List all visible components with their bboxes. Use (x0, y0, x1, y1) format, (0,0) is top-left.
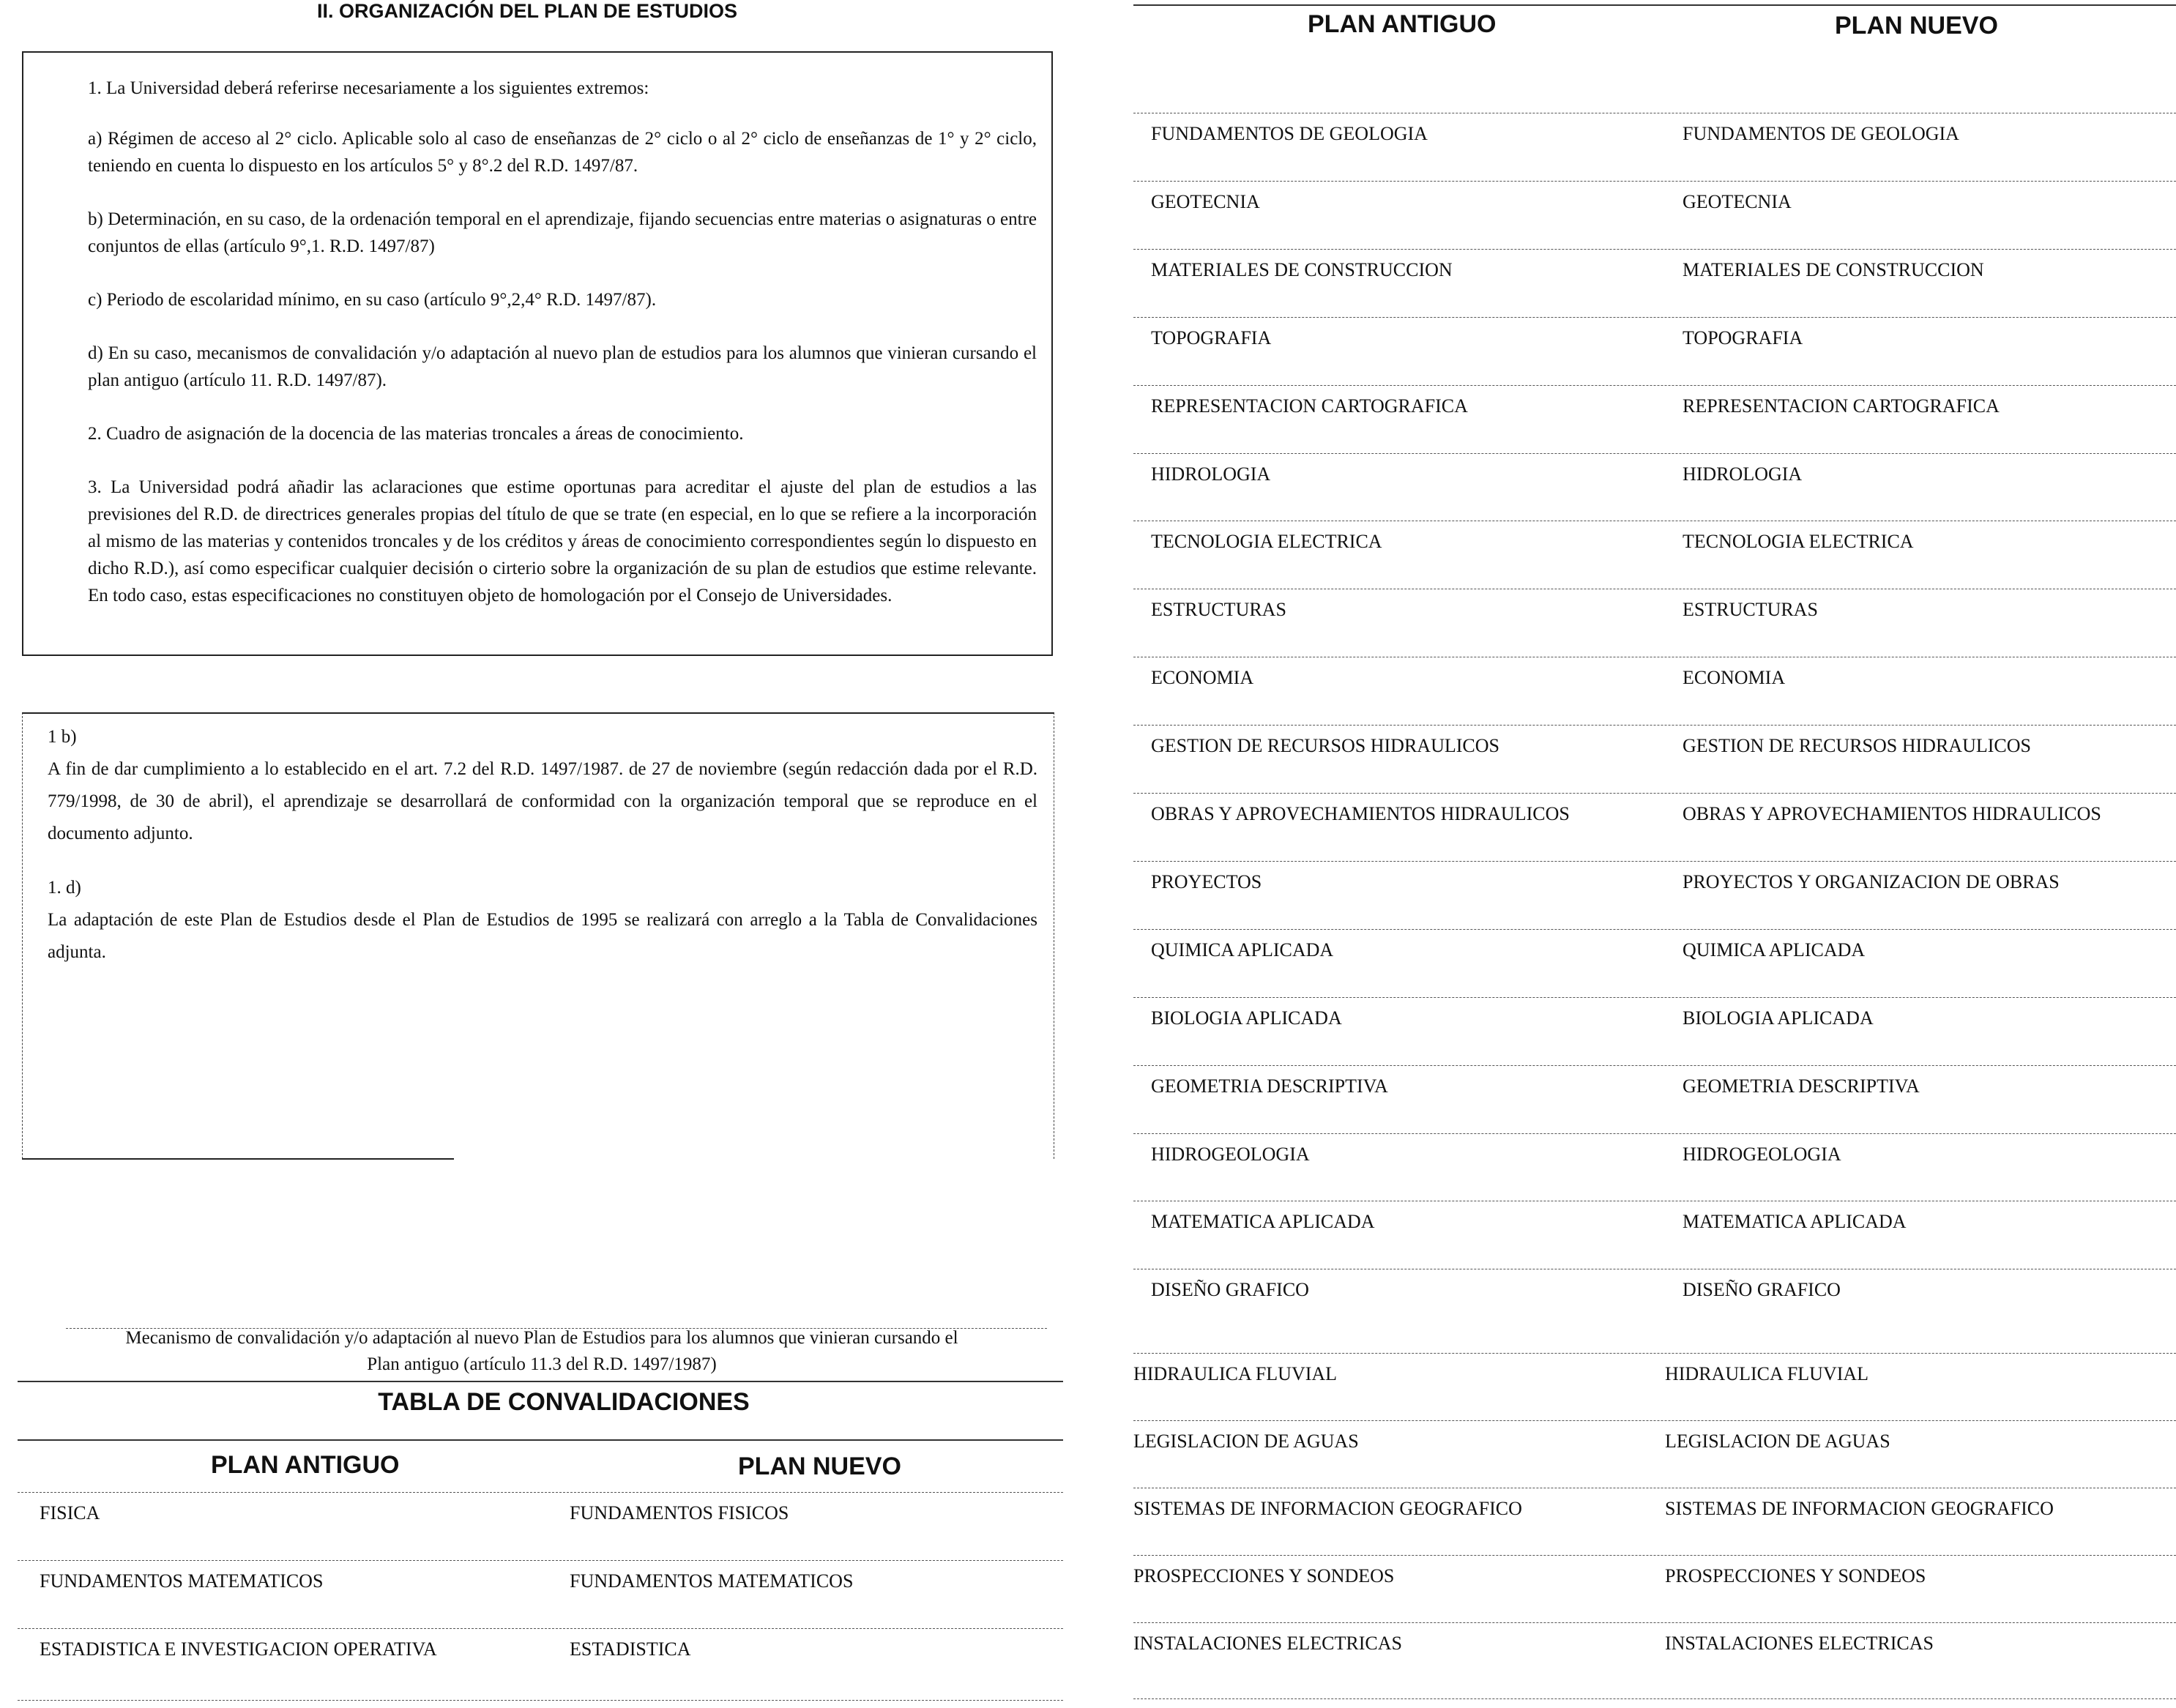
old-course-cell: HIDROGEOLOGIA (1151, 1143, 1310, 1165)
row-rule (18, 1492, 1063, 1493)
row-rule (1133, 929, 2176, 930)
row-rule (1133, 249, 2176, 250)
new-course-cell: ESTRUCTURAS (1683, 599, 1818, 621)
instruction-item-3: 3. La Universidad podrá añadir las aclaraciones que estime oportunas para acreditar el ajuste del plan de estudios a las previsiones del R.D. de directrices generales propias del título de que se trate (en especial, en lo que se refiere a la incorporación al mismo de las materias y contenidos troncales y de los créditos y áreas de conocimiento correspondientes según lo dispuesto en dicho R.D.), así como especificar cualquier decisión o cirterio sobre la organización de su plan de estudios que estime relevante. En todo caso, estas especificaciones no constituyen objeto de homologación por el Consejo de Universidades. (88, 477, 1037, 605)
new-course-cell: TOPOGRAFIA (1683, 327, 1803, 348)
old-course-cell: TECNOLOGIA ELECTRICA (1151, 531, 1382, 553)
old-course-cell: ESTRUCTURAS (1151, 599, 1286, 621)
new-course-cell: MATEMATICA APLICADA (1683, 1211, 1907, 1233)
row-rule (1133, 1353, 2176, 1354)
response-heading-1b: 1 b) (48, 727, 77, 747)
old-course-cell: REPRESENTACION CARTOGRAFICA (1151, 395, 1468, 417)
row-rule (1133, 725, 2176, 726)
old-course-cell: GESTION DE RECURSOS HIDRAULICOS (1151, 735, 1499, 757)
tabla-title: TABLA DE CONVALIDACIONES (378, 1388, 750, 1416)
row-rule (1133, 1555, 2176, 1556)
row-rule (1133, 453, 2176, 454)
new-course-cell: SISTEMAS DE INFORMACION GEOGRAFICO (1665, 1498, 2054, 1519)
left-header-old-plan: PLAN ANTIGUO (211, 1451, 400, 1479)
old-course-cell: HIDROLOGIA (1151, 463, 1271, 485)
new-course-cell: GESTION DE RECURSOS HIDRAULICOS (1683, 735, 2031, 757)
new-course-cell: HIDRAULICA FLUVIAL (1665, 1363, 1869, 1384)
new-course-cell: PROSPECCIONES Y SONDEOS (1665, 1565, 1926, 1586)
new-course-cell: QUIMICA APLICADA (1683, 939, 1866, 961)
right-header-old-plan: PLAN ANTIGUO (1308, 10, 1497, 38)
old-course-cell: FISICA (40, 1502, 100, 1524)
new-course-cell: PROYECTOS Y ORGANIZACION DE OBRAS (1683, 870, 2060, 892)
new-course-cell: FUNDAMENTOS FISICOS (570, 1502, 789, 1524)
right-header-new-plan: PLAN NUEVO (1835, 12, 1998, 40)
old-course-cell: PROSPECCIONES Y SONDEOS (1133, 1565, 1395, 1586)
instruction-item-b: b) Determinación, en su caso, de la ordenación temporal en el aprendizaje, fijando secuencias entre materias o asignaturas o entre conjuntos de ellas (artículo 9°,1. R.D. 1497/87) (88, 209, 1037, 256)
new-course-cell: FUNDAMENTOS DE GEOLOGIA (1683, 123, 1959, 144)
old-course-cell: DISEÑO GRAFICO (1151, 1279, 1309, 1301)
mechanism-line-2: Plan antiguo (artículo 11.3 del R.D. 1497/1987) (367, 1354, 717, 1374)
new-course-cell: GEOTECNIA (1683, 190, 1792, 212)
old-course-cell: SISTEMAS DE INFORMACION GEOGRAFICO (1133, 1498, 1522, 1519)
instruction-item-c: c) Periodo de escolaridad mínimo, en su caso (artículo 9°,2,4° R.D. 1497/87). (88, 290, 657, 310)
left-header-new-plan: PLAN NUEVO (738, 1452, 901, 1480)
old-course-cell: FUNDAMENTOS DE GEOLOGIA (1151, 123, 1428, 144)
new-course-cell: DISEÑO GRAFICO (1683, 1279, 1841, 1301)
instruction-item-a: a) Régimen de acceso al 2° ciclo. Aplicable solo al caso de enseñanzas de 2° ciclo o al 2° ciclo de enseñanzas de 1° y 2° ciclo, teniendo en cuenta lo dispuesto en los artículos 5° y 8°.2 del R.D. 1497/87. (88, 129, 1037, 176)
old-course-cell: GEOTECNIA (1151, 190, 1260, 212)
row-rule (18, 1560, 1063, 1561)
new-course-cell: FUNDAMENTOS MATEMATICOS (570, 1570, 854, 1592)
row-rule (1133, 1698, 2176, 1699)
new-course-cell: LEGISLACION DE AGUAS (1665, 1431, 1890, 1452)
row-rule (1133, 1622, 2176, 1623)
old-course-cell: PROYECTOS (1151, 870, 1262, 892)
new-course-cell: HIDROGEOLOGIA (1683, 1143, 1841, 1165)
row-rule (1133, 997, 2176, 998)
old-course-cell: INSTALACIONES ELECTRICAS (1133, 1633, 1402, 1654)
section-title: II. ORGANIZACIÓN DEL PLAN DE ESTUDIOS (316, 0, 738, 22)
old-course-cell: ECONOMIA (1151, 667, 1254, 689)
row-rule (1133, 317, 2176, 318)
row-rule (1133, 385, 2176, 386)
new-course-cell: BIOLOGIA APLICADA (1683, 1007, 1874, 1029)
old-course-cell: MATEMATICA APLICADA (1151, 1211, 1375, 1233)
old-course-cell: BIOLOGIA APLICADA (1151, 1007, 1342, 1029)
old-course-cell: ESTADISTICA E INVESTIGACION OPERATIVA (40, 1638, 437, 1660)
new-course-cell: ESTADISTICA (570, 1638, 691, 1660)
row-rule (1133, 1420, 2176, 1421)
response-box-bottom-rule (22, 1158, 454, 1160)
old-course-cell: FUNDAMENTOS MATEMATICOS (40, 1570, 324, 1592)
old-course-cell: TOPOGRAFIA (1151, 327, 1272, 348)
old-course-cell: LEGISLACION DE AGUAS (1133, 1431, 1359, 1452)
mechanism-top-rule (66, 1328, 1047, 1329)
new-course-cell: ECONOMIA (1683, 667, 1786, 689)
old-course-cell: OBRAS Y APROVECHAMIENTOS HIDRAULICOS (1151, 803, 1570, 824)
old-course-cell: MATERIALES DE CONSTRUCCION (1151, 258, 1453, 280)
row-rule (18, 1628, 1063, 1629)
new-course-cell: TECNOLOGIA ELECTRICA (1683, 531, 1914, 553)
old-course-cell: HIDRAULICA FLUVIAL (1133, 1363, 1338, 1384)
right-top-rule (1133, 4, 2176, 6)
row-rule (1133, 861, 2176, 862)
new-course-cell: GEOMETRIA DESCRIPTIVA (1683, 1075, 1920, 1097)
row-rule (18, 1700, 1063, 1701)
new-course-cell: MATERIALES DE CONSTRUCCION (1683, 258, 1984, 280)
response-text-1d: La adaptación de este Plan de Estudios desde el Plan de Estudios de 1995 se realizará con arreglo a la Tabla de Convalidaciones adjunta. (48, 910, 1037, 962)
instruction-item-2: 2. Cuadro de asignación de la docencia de las materias troncales a áreas de conocimiento. (88, 424, 744, 444)
mechanism-caption (29, 1325, 1054, 1378)
instruction-item-d: d) En su caso, mecanismos de convalidación y/o adaptación al nuevo plan de estudios para los alumnos que vinieran cursando el plan antiguo (artículo 11. R.D. 1497/87). (88, 343, 1037, 390)
old-course-cell: GEOMETRIA DESCRIPTIVA (1151, 1075, 1388, 1097)
row-rule (1133, 181, 2176, 182)
new-course-cell: OBRAS Y APROVECHAMIENTOS HIDRAULICOS (1683, 803, 2101, 824)
response-box (22, 712, 1054, 1159)
tabla-title-rule (18, 1439, 1063, 1441)
new-course-cell: HIDROLOGIA (1683, 463, 1803, 485)
row-rule (1133, 793, 2176, 794)
row-rule (1133, 1133, 2176, 1134)
mechanism-bottom-rule (18, 1381, 1063, 1382)
response-text-1b: A fin de dar cumplimiento a lo establecido en el art. 7.2 del R.D. 1497/1987. de 27 de noviembre (según redacción dada por el R.D. 779/1998, de 30 de abril), el aprendizaje se desarrollará de conformidad con la organización temporal que se reproduce en el documento adjunto. (48, 759, 1037, 843)
new-course-cell: INSTALACIONES ELECTRICAS (1665, 1633, 1934, 1654)
response-heading-1d: 1. d) (48, 878, 81, 898)
new-course-cell: REPRESENTACION CARTOGRAFICA (1683, 395, 2000, 417)
instructions-box (22, 51, 1053, 656)
row-rule (1133, 1065, 2176, 1066)
instruction-item-1: 1. La Universidad deberá referirse necesariamente a los siguientes extremos: (88, 78, 649, 98)
mechanism-line-1: Mecanismo de convalidación y/o adaptación al nuevo Plan de Estudios para los alumnos que vinieran cursando el (125, 1328, 958, 1348)
old-course-cell: QUIMICA APLICADA (1151, 939, 1334, 961)
